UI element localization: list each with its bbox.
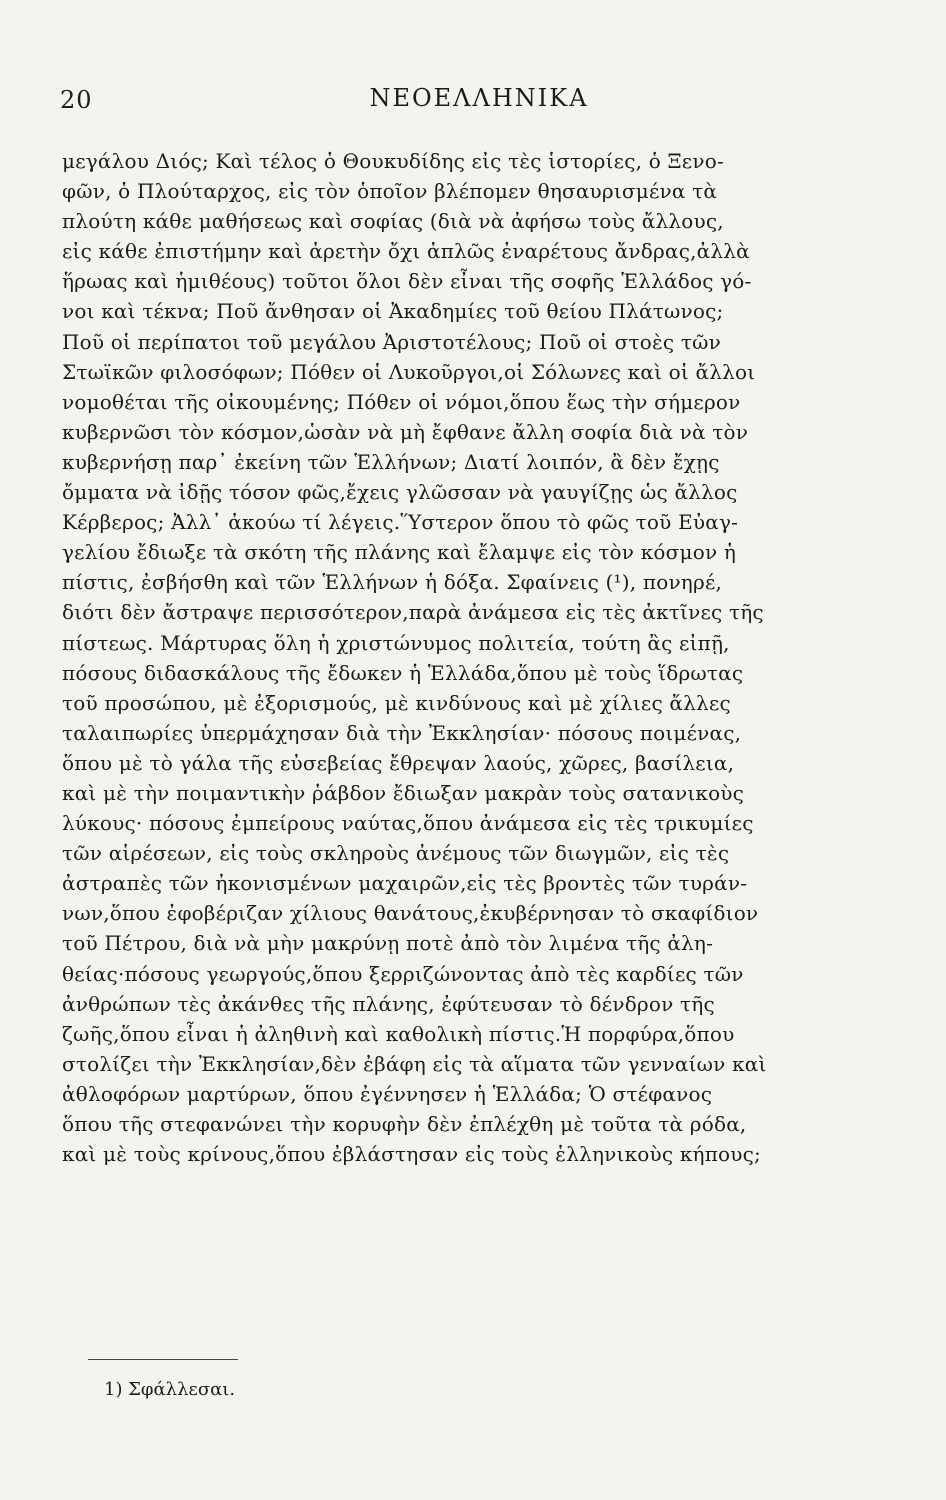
text-line: καὶ μὲ τὴν ποιμαντικὴν ῥάβδον ἔδιωξαν μακρὰν τοὺς σατανικοὺς xyxy=(62,780,745,805)
text-line: κυβερνήσῃ παρ᾽ ἐκείνη τῶν Ἑλλήνων; Διατί λοιπόν, ἂ δὲν ἔχῃς xyxy=(62,449,720,474)
text-line: τοῦ Πέτρου, διὰ νὰ μὴν μακρύνῃ ποτὲ ἀπὸ τὸν λιμένα τῆς ἀλη- xyxy=(62,931,714,956)
text-line: ἀνθρώπων τὲς ἀκάνθες τῆς πλάνης, ἐφύτευσαν τὸ δένδρον τῆς xyxy=(62,991,715,1016)
running-title: ΝΕΟΕΛΛΗΝΙΚΑ xyxy=(369,84,589,112)
page-number: 20 xyxy=(60,86,93,114)
text-line: πίστις, ἐσβήσθη καὶ τῶν Ἑλλήνων ἡ δόξα. Σφαίνεις (¹), πονηρέ, xyxy=(62,570,723,595)
text-line: νομοθέται τῆς οἰκουμένης; Πόθεν οἱ νόμοι,ὅπου ἕως τὴν σήμερον xyxy=(62,389,741,414)
text-line: ὅπου μὲ τὸ γάλα τῆς εὐσεβείας ἔθρεψαν λαούς, χῶρες, βασίλεια, xyxy=(62,750,735,775)
text-line: μεγάλου Διός; Καὶ τέλος ὁ Θουκυδίδης εἰς τὲς ἱστορίες, ὁ Ξενο- xyxy=(62,149,724,173)
text-line: ζωῆς,ὅπου εἶναι ἡ ἀληθινὴ καὶ καθολικὴ πίστις.Ἡ πορφύρα,ὅπου xyxy=(62,1021,735,1046)
text-line: πλούτη κάθε μαθήσεως καὶ σοφίας (διὰ νὰ ἀφήσω τοὺς ἄλλους, xyxy=(62,209,724,234)
text-line: πόσους διδασκάλους τῆς ἔδωκεν ἡ Ἑλλάδα,ὅπου μὲ τοὺς ἵδρωτας xyxy=(62,660,744,685)
text-line: ἀθλοφόρων μαρτύρων, ὅπου ἐγέννησεν ἡ Ἑλλάδα; Ὁ στέφανος xyxy=(62,1081,713,1106)
text-line: φῶν, ὁ Πλούταρχος, εἰς τὸν ὁποῖον βλέπομεν θησαυρισμένα τὰ xyxy=(62,179,718,204)
text-line: νων,ὅπου ἐφοβέριζαν χίλιους θανάτους,ἐκυβέρνησαν τὸ σκαφίδιον xyxy=(62,901,759,926)
body-text xyxy=(62,146,842,1169)
text-line: θείας·πόσους γεωργούς,ὅπου ξερριζώνοντας ἀπὸ τὲς καρδίες τῶν xyxy=(62,961,744,986)
text-line: λύκους· πόσους ἐμπείρους ναύτας,ὅπου ἀνάμεσα εἰς τὲς τρικυμίες xyxy=(62,811,754,836)
text-line: ὄμματα νὰ ἰδῇς τόσον φῶς,ἔχεις γλῶσσαν νὰ γαυγίζῃς ὡς ἄλλος xyxy=(62,480,738,505)
text-line: διότι δὲν ἄστραψε περισσότερον,παρὰ ἀνάμεσα εἰς τὲς ἀκτῖνες τῆς xyxy=(62,600,764,625)
footnote-divider xyxy=(88,1359,238,1360)
text-line: εἰς κάθε ἐπιστήμην καὶ ἀρετὴν ὄχι ἁπλῶς ἐναρέτους ἄνδρας,ἀλλὰ xyxy=(62,239,750,264)
text-line: Ποῦ οἱ περίπατοι τοῦ μεγάλου Ἀριστοτέλους; Ποῦ οἱ στοὲς τῶν xyxy=(62,329,721,354)
text-line: τῶν αἱρέσεων, εἰς τοὺς σκληροὺς ἀνέμους τῶν διωγμῶν, εἰς τὲς xyxy=(62,841,730,866)
text-line: τοῦ προσώπου, μὲ ἐξορισμούς, μὲ κινδύνους καὶ μὲ χίλιες ἄλλες xyxy=(62,690,731,715)
text-line: ταλαιπωρίες ὑπερμάχησαν διὰ τὴν Ἐκκλησίαν· πόσους ποιμένας, xyxy=(62,720,742,745)
text-line: στολίζει τὴν Ἐκκλησίαν,δὲν ἐβάφη εἰς τὰ αἵματα τῶν γενναίων καὶ xyxy=(62,1051,767,1076)
text-line: ὅπου τῆς στεφανώνει τὴν κορυφὴν δὲν ἐπλέχθη μὲ τοῦτα τὰ ρόδα, xyxy=(62,1112,747,1136)
text-line: Στωϊκῶν φιλοσόφων; Πόθεν οἱ Λυκοῦργοι,οἱ Σόλωνες καὶ οἱ ἄλλοι xyxy=(62,359,756,384)
footnote: 1) Σφάλλεσαι. xyxy=(104,1379,236,1400)
text-line: πίστεως. Μάρτυρας ὅλη ἡ χριστώνυμος πολιτεία, τούτη ἂς εἰπῇ, xyxy=(62,630,730,655)
text-line: καὶ μὲ τοὺς κρίνους,ὅπου ἐβλάστησαν εἰς τοὺς ἑλληνικοὺς κήπους; xyxy=(62,1142,761,1167)
text-line: ἥρωας καὶ ἡμιθέους) τοῦτοι ὅλοι δὲν εἶναι τῆς σοφῆς Ἑλλάδος γό- xyxy=(62,269,752,294)
text-line: νοι καὶ τέκνα; Ποῦ ἄνθησαν οἱ Ἀκαδημίες τοῦ θείου Πλάτωνος; xyxy=(62,299,724,324)
text-line: Κέρβερος; Ἀλλ᾽ ἀκούω τί λέγεις.Ὕστερον ὅπου τὸ φῶς τοῦ Εὐαγ- xyxy=(62,510,739,535)
text-line: κυβερνῶσι τὸν κόσμον,ὡσὰν νὰ μὴ ἔφθανε ἄλλη σοφία διὰ νὰ τὸν xyxy=(62,419,749,444)
text-line: γελίου ἔδιωξε τὰ σκότη τῆς πλάνης καὶ ἔλαμψε εἰς τὸν κόσμον ἡ xyxy=(62,540,737,565)
text-line: ἀστραπὲς τῶν ἠκονισμένων μαχαιρῶν,εἰς τὲς βροντὲς τῶν τυράν- xyxy=(62,871,748,896)
